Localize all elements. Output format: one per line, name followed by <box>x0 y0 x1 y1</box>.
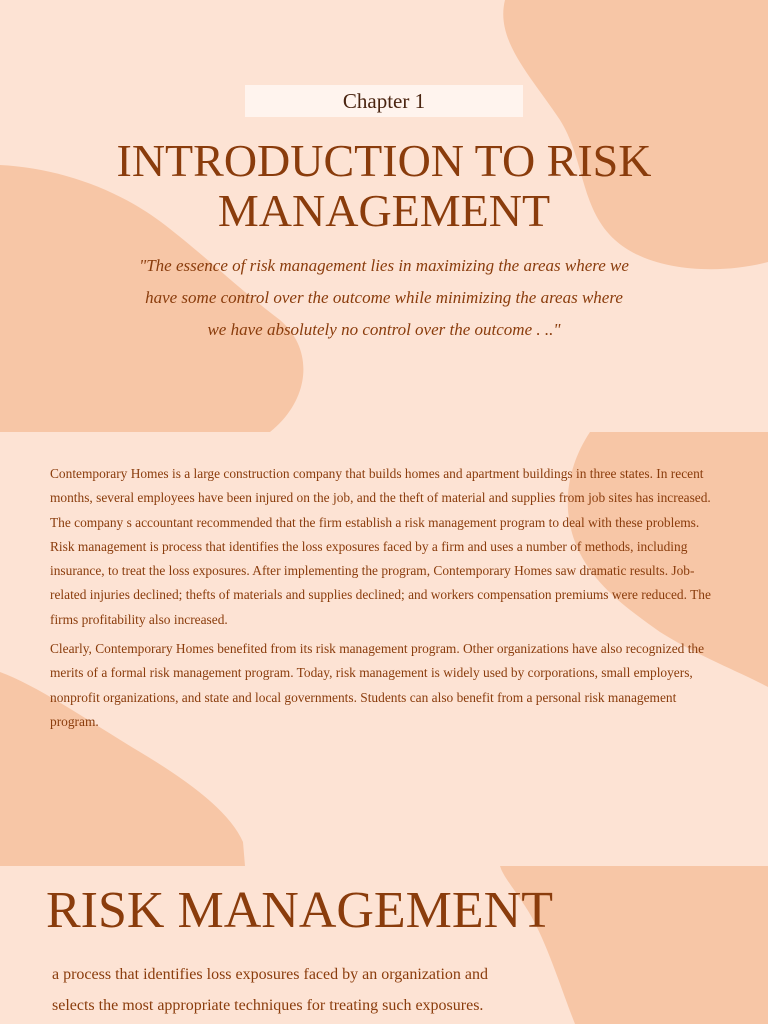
definition-text <box>52 959 572 1021</box>
quote-line-2: have some control over the outcome while minimizing the areas where <box>145 288 623 307</box>
slide-case-study <box>0 432 768 866</box>
definition-line-2: selects the most appropriate techniques for treating such exposures. <box>52 997 484 1014</box>
definition-title: RISK MANAGEMENT <box>46 882 553 939</box>
definition-line-1: a process that identifies loss exposures faced by an organization and <box>52 966 489 983</box>
case-study-paragraph-2: Clearly, Contemporary Homes benefited from its risk management program. Other organizations have also recognized the merits of a formal risk management program. Today, risk management is widely used by corporations, small employers, nonprofit organizations, and state and local governments. Students can also benefit from a personal risk management program. <box>50 641 705 729</box>
slide-definition <box>0 866 768 1024</box>
slide-chapter-intro <box>0 0 768 432</box>
case-study-text <box>50 462 718 739</box>
chapter-title <box>0 136 768 236</box>
chapter-label: Chapter 1 <box>245 85 523 117</box>
quote-line-1: "The essence of risk management lies in maximizing the areas where we <box>139 256 629 275</box>
chapter-title-line-2: MANAGEMENT <box>217 185 551 236</box>
intro-quote <box>110 250 658 346</box>
chapter-title-line-1: INTRODUCTION TO RISK <box>116 135 652 186</box>
case-study-paragraph-1: Contemporary Homes is a large construction company that builds homes and apartment buildings in three states. In recent months, several employees have been injured on the job, and the theft of material and supplies from job sites has increased. The company s accountant recommended that the firm establish a risk management program to deal with these problems. Risk management is process that identifies the loss exposures faced by a firm and uses a number of methods, including insurance, to treat the loss exposures. After implementing the program, Contemporary Homes saw dramatic results. Job-related injuries declined; thefts of materials and supplies declined; and workers compensation premiums were reduced. The firms profitability also increased. <box>50 466 711 627</box>
quote-line-3: we have absolutely no control over the outcome . .." <box>207 320 561 339</box>
